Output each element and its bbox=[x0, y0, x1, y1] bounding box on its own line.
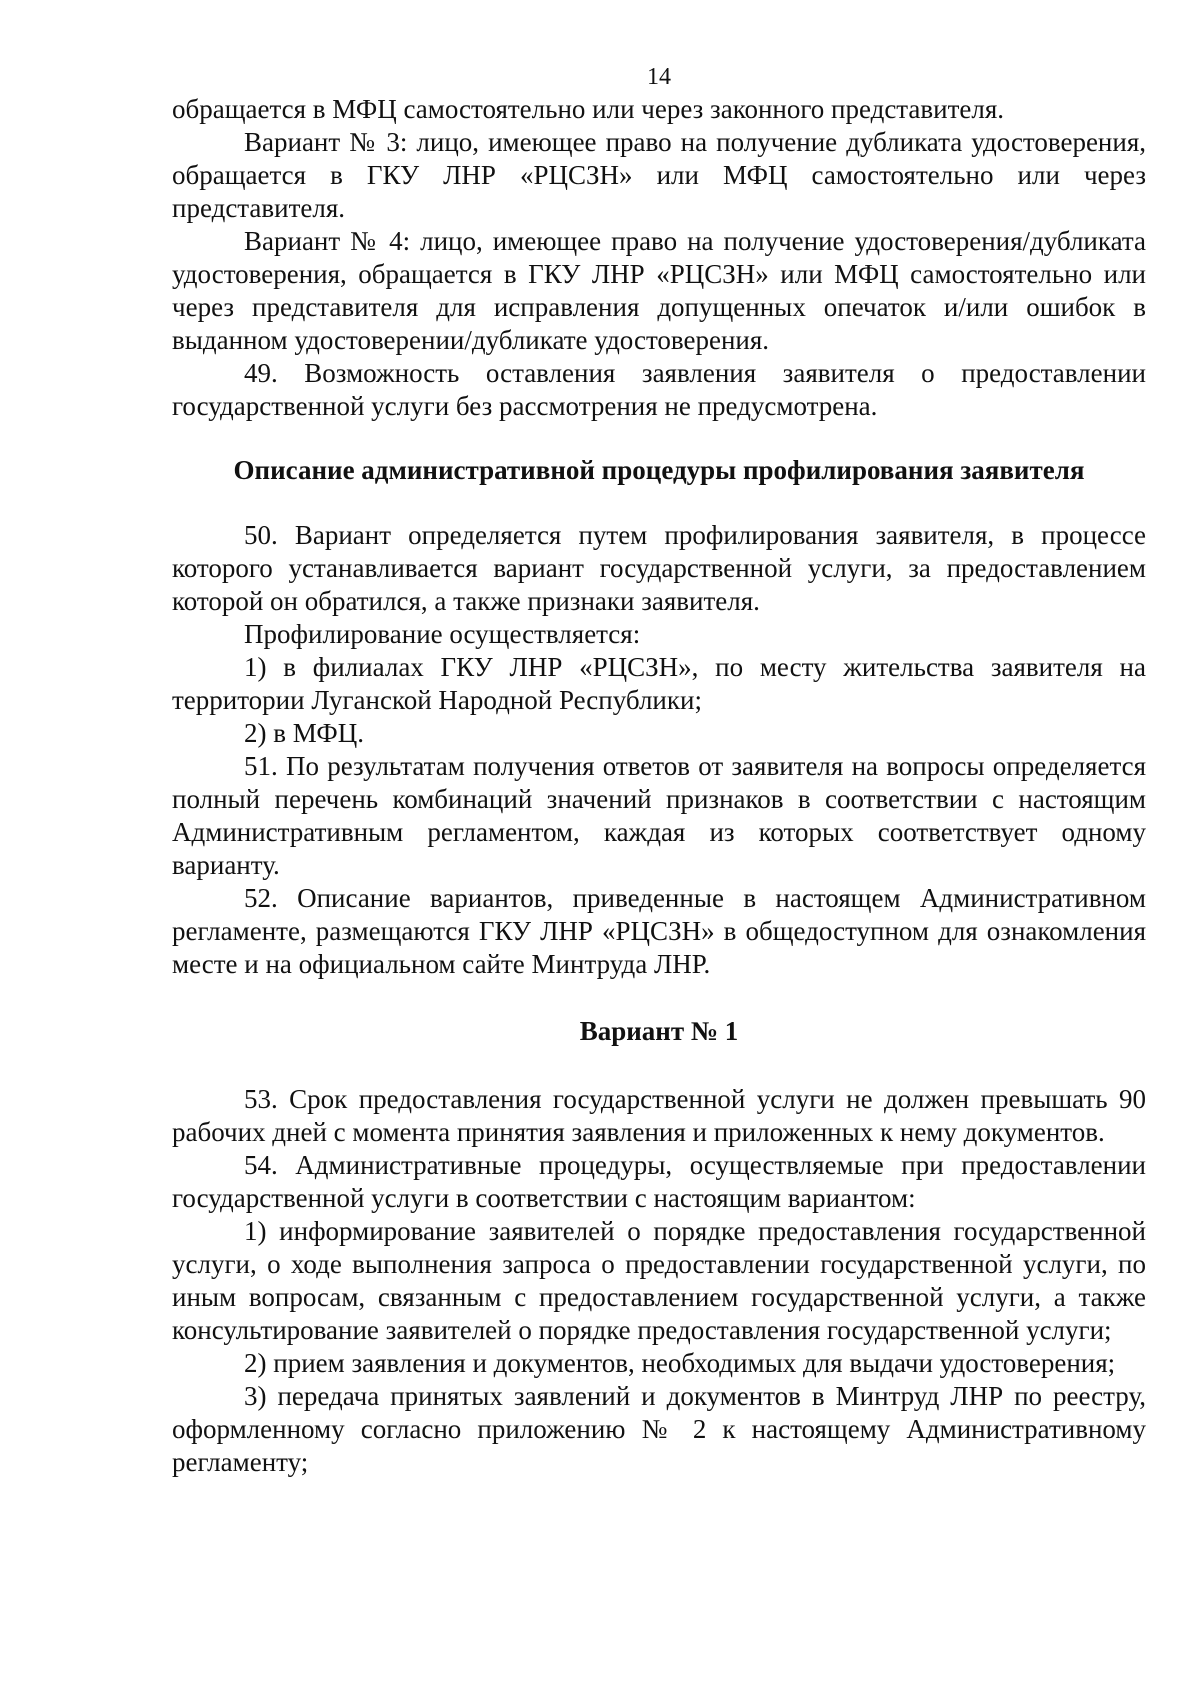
list-item-branches: 1) в филиалах ГКУ ЛНР «РЦСЗН», по месту жительства заявителя на территории Луганской Народной Республики; bbox=[172, 652, 1146, 715]
section-heading-variant-1: Вариант № 1 bbox=[579, 1016, 739, 1046]
paragraph-54: 54. Административные процедуры, осуществляемые при предоставлении государственной услуги в соответствии с настоящим вариантом: bbox=[172, 1150, 1146, 1213]
page-number: 14 bbox=[647, 64, 671, 90]
document-page bbox=[172, 62, 1146, 1479]
list-item-informing: 1) информирование заявителей о порядке предоставления государственной услуги, о ходе выполнения запроса о предоставлении государственной услуги, по иным вопросам, связанным с предоставлением государственной услуги, а также консультирование заявителей о порядке предоставления государственной услуги; bbox=[172, 1216, 1146, 1345]
paragraph-continuation: обращается в МФЦ самостоятельно или через законного представителя. bbox=[172, 94, 1005, 124]
list-item-transfer: 3) передача принятых заявлений и документов в Минтруд ЛНР по реестру, оформленному согласно приложению № 2 к настоящему Административному регламенту; bbox=[172, 1381, 1146, 1477]
paragraph-50: 50. Вариант определяется путем профилирования заявителя, в процессе которого устанавливается вариант государственной услуги, за предоставлением которой он обратился, а также признаки заявителя. bbox=[172, 520, 1146, 616]
paragraph-51: 51. По результатам получения ответов от заявителя на вопросы определяется полный перечень комбинаций значений признаков в соответствии с настоящим Административным регламентом, каждая из которых соответствует одному варианту. bbox=[172, 751, 1146, 880]
list-item-mfc: 2) в МФЦ. bbox=[244, 718, 364, 748]
paragraph-variant-4: Вариант № 4: лицо, имеющее право на получение удостоверения/дубликата удостоверения, обращается в ГКУ ЛНР «РЦСЗН» или МФЦ самостоятельно или через представителя для исправления допущенных опечаток и/или ошибок в выданном удостоверении/дубликате удостоверения. bbox=[172, 226, 1146, 355]
list-item-reception: 2) прием заявления и документов, необходимых для выдачи удостоверения; bbox=[244, 1348, 1116, 1378]
paragraph-profiling-intro: Профилирование осуществляется: bbox=[244, 619, 641, 649]
section-heading-profiling: Описание административной процедуры профилирования заявителя bbox=[233, 455, 1085, 485]
paragraph-variant-3: Вариант № 3: лицо, имеющее право на получение дубликата удостоверения, обращается в ГКУ ЛНР «РЦСЗН» или МФЦ самостоятельно или через представителя. bbox=[172, 127, 1146, 223]
paragraph-53: 53. Срок предоставления государственной услуги не должен превышать 90 рабочих дней с момента принятия заявления и приложенных к нему документов. bbox=[172, 1084, 1146, 1147]
paragraph-52: 52. Описание вариантов, приведенные в настоящем Административном регламенте, размещаются ГКУ ЛНР «РЦСЗН» в общедоступном для ознакомления месте и на официальном сайте Минтруда ЛНР. bbox=[172, 883, 1146, 979]
paragraph-49: 49. Возможность оставления заявления заявителя о предоставлении государственной услуги без рассмотрения не предусмотрена. bbox=[172, 358, 1146, 421]
